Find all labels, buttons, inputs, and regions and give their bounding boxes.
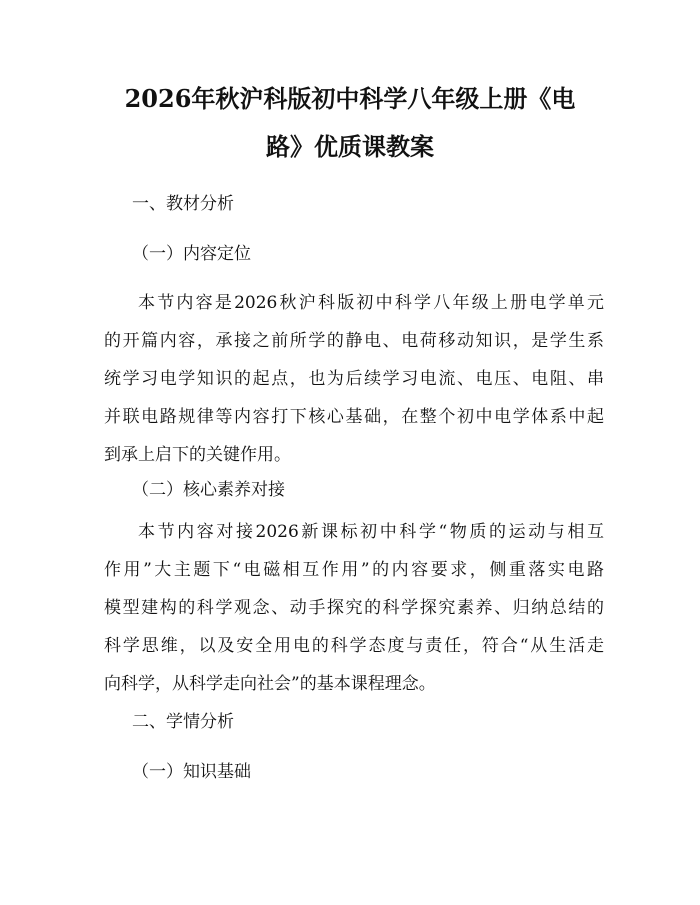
subsection-heading-core-literacy: （二）核心素养对接 bbox=[132, 480, 285, 500]
subsection-heading-knowledge-foundation: （一）知识基础 bbox=[132, 762, 251, 782]
paragraph-line: 向科学，从科学走向社会”的基本课程理念。 bbox=[104, 674, 436, 694]
paragraph-line: 科学思维，以及安全用电的科学态度与责任，符合“从生活走 bbox=[104, 636, 604, 656]
subsection-heading-content-positioning: （一）内容定位 bbox=[132, 244, 251, 264]
paragraph-line: 并联电路规律等内容打下核心基础，在整个初中电学体系中起 bbox=[104, 407, 604, 427]
section-heading-textbook-analysis: 一、教材分析 bbox=[132, 194, 234, 214]
document-title-line-2: 路》优质课教案 bbox=[266, 132, 434, 161]
paragraph-line: 统学习电学知识的起点，也为后续学习电流、电压、电阻、串 bbox=[104, 369, 604, 389]
paragraph-core-literacy bbox=[104, 520, 604, 710]
paragraph-line: 的开篇内容，承接之前所学的静电、电荷移动知识，是学生系 bbox=[104, 331, 604, 351]
section-heading-learner-analysis: 二、学情分析 bbox=[132, 712, 234, 732]
document-title-line-1: 2026年秋沪科版初中科学八年级上册《电 bbox=[124, 84, 576, 113]
paragraph-content-positioning bbox=[104, 291, 604, 481]
paragraph-line: 作用”大主题下“电磁相互作用”的内容要求，侧重落实电路 bbox=[104, 560, 604, 580]
paragraph-line: 本节内容对接2026新课标初中科学“物质的运动与相互 bbox=[138, 522, 604, 542]
paragraph-line: 到承上启下的关键作用。 bbox=[104, 445, 291, 465]
paragraph-line: 模型建构的科学观念、动手探究的科学探究素养、归纳总结的 bbox=[104, 598, 604, 618]
paragraph-line: 本节内容是2026秋沪科版初中科学八年级上册电学单元 bbox=[138, 293, 604, 313]
